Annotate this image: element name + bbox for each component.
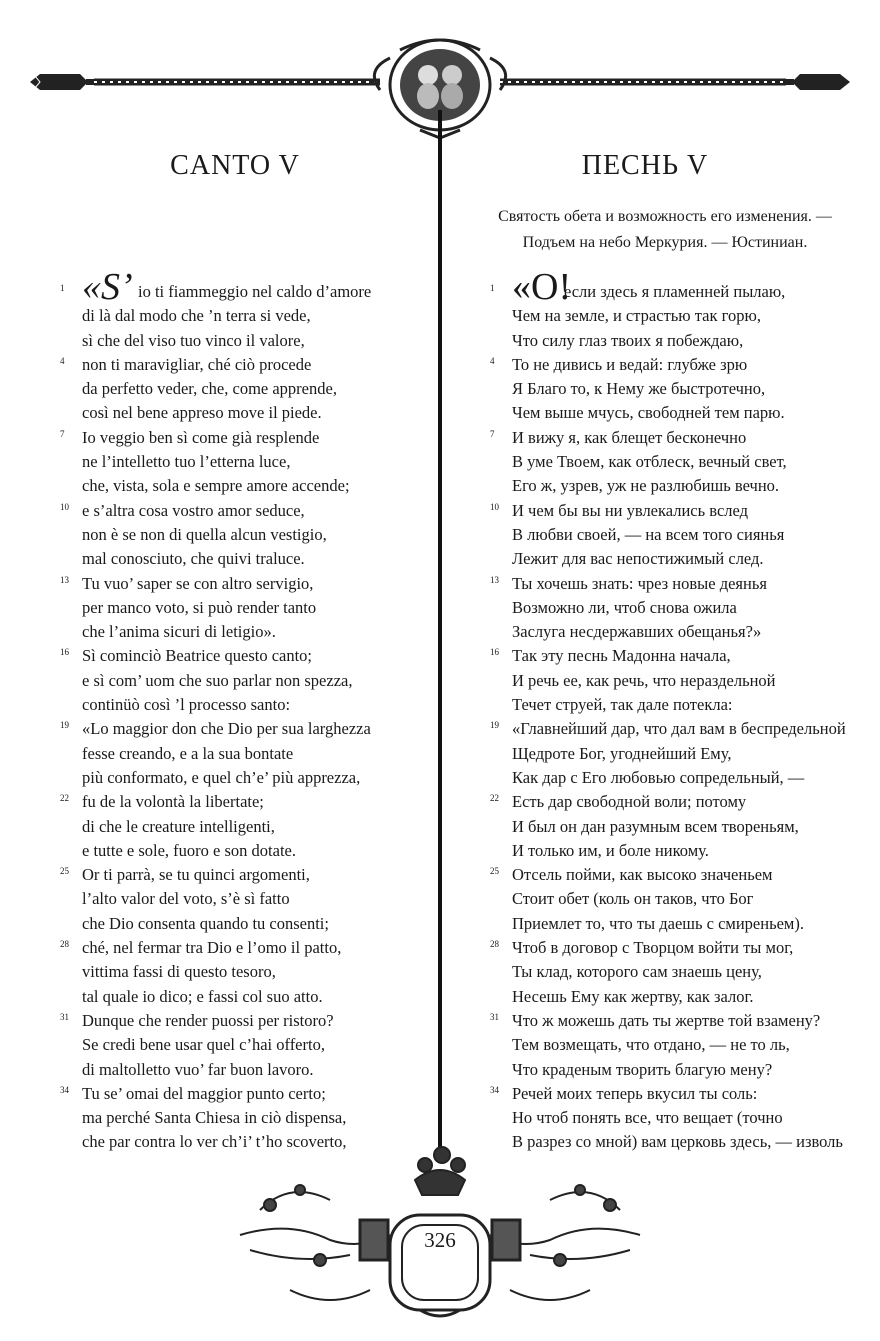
verse-text: da perfetto veder, che, come apprende, <box>82 379 337 399</box>
verse-line <box>470 596 875 620</box>
verse-number: 22 <box>60 793 69 804</box>
verse-text: io ti fiammeggio nel caldo d’amore <box>138 282 372 301</box>
verse-text: così nel bene appreso move il piede. <box>82 403 322 423</box>
verse-line <box>470 985 875 1009</box>
center-divider <box>438 110 442 1155</box>
verse-line <box>470 936 875 960</box>
verse-line <box>470 547 875 571</box>
verse-text: di che le creature intelligenti, <box>82 816 275 836</box>
verse-text: non è se non di quella alcun vestigio, <box>82 524 327 544</box>
verse-text: mal conosciuto, che quivi traluce. <box>82 549 305 569</box>
verse-text: e tutte e sole, fuoro e son dotate. <box>82 840 296 860</box>
verse-line <box>470 669 875 693</box>
verse-line <box>470 426 875 450</box>
verse-number: 22 <box>490 793 499 804</box>
verse-line <box>40 523 400 547</box>
verse-text: vittima fassi di questo tesoro, <box>82 962 276 982</box>
verse-line <box>40 644 400 668</box>
verse-line <box>470 401 875 425</box>
argument-line-2: Подъем на небо Меркурия. — Юстиниан. <box>522 234 808 251</box>
flower-urn-icon <box>415 1147 465 1195</box>
verse-number: 4 <box>60 355 65 366</box>
verse-text: Чтоб в договор с Творцом войти ты мог, <box>512 938 794 958</box>
verse-text: И был он дан разумным всем твореньям, <box>512 816 799 836</box>
drop-initial: «О! <box>512 266 572 308</box>
verse-text: sì che del viso tuo vinco il valore, <box>82 330 305 350</box>
verse-line <box>40 863 400 887</box>
verse-line <box>470 329 875 353</box>
verse-number: 16 <box>490 647 499 658</box>
verse-text: «Lo maggior don che Dio per sua larghezza <box>82 719 371 739</box>
verse-line <box>40 985 400 1009</box>
verse-line <box>470 377 875 401</box>
verse-text: Лежит для вас непостижимый след. <box>512 549 764 569</box>
verse-line <box>40 572 400 596</box>
verse-text: Возможно ли, чтоб снова ожила <box>512 597 737 617</box>
verse-text: Tu vuo’ saper se con altro servigio, <box>82 573 314 593</box>
verse-line <box>40 717 400 741</box>
verse-line <box>40 1082 400 1106</box>
verse-line <box>40 620 400 644</box>
verse-text: И только им, и боле никому. <box>512 840 709 860</box>
verse-line <box>40 1033 400 1057</box>
verse-number: 31 <box>490 1011 499 1022</box>
verse-text: Ты хочешь знать: чрез новые деянья <box>512 573 767 593</box>
verse-line <box>40 377 400 401</box>
canto-title-italian: CANTO V <box>170 150 300 181</box>
verse-text: ché, nel fermar tra Dio e l’omo il patto, <box>82 938 342 958</box>
verse-line <box>40 596 400 620</box>
verse-line <box>40 401 400 425</box>
verse-line <box>40 547 400 571</box>
verse-text: Io veggio ben sì come già resplende <box>82 427 320 447</box>
verse-line <box>40 693 400 717</box>
verse-line <box>470 815 875 839</box>
verse-text: И речь ее, как речь, что нераздельной <box>512 670 776 690</box>
verse-line <box>470 912 875 936</box>
verse-line <box>470 693 875 717</box>
verse-text: Отсель пойми, как высоко значеньем <box>512 865 773 885</box>
verse-number: 16 <box>60 647 69 658</box>
verse-line <box>470 742 875 766</box>
verse-number: 13 <box>490 574 499 585</box>
verse-text: В уме Твоем, как отблеск, вечный свет, <box>512 452 787 472</box>
verse-text: Есть дар свободной воли; потому <box>512 792 747 812</box>
verse-text: Что краденым творить благую мену? <box>512 1059 773 1079</box>
verse-text: Как дар с Его любовью сопредельный, — <box>512 767 805 787</box>
verse-line <box>40 1058 400 1082</box>
verse-line <box>40 353 400 377</box>
verse-text: tal quale io dico; e fassi col suo atto. <box>82 986 323 1006</box>
verse-text: di là dal modo che ’n terra si vede, <box>82 306 311 326</box>
verse-line <box>40 960 400 984</box>
verse-text: Sì cominciò Beatrice questo canto; <box>82 646 313 666</box>
verse-line <box>40 766 400 790</box>
verse-text: В любви своей, — на всем того сиянья <box>512 524 785 544</box>
verse-text: Я Благо то, к Нему же быстротечно, <box>512 379 766 399</box>
verse-line <box>40 1106 400 1130</box>
verse-line <box>470 766 875 790</box>
verse-line <box>470 304 875 328</box>
verse-text: Что ж можешь дать ты жертве той взамену? <box>512 1010 821 1030</box>
page-number: 326 <box>424 1228 456 1252</box>
verse-text: non ti maravigliar, ché ciò procede <box>82 354 312 374</box>
drop-initial: «S’ <box>82 266 133 308</box>
verse-line <box>40 912 400 936</box>
verse-line <box>40 669 400 693</box>
verse-text: Течет струей, так дале потекла: <box>512 695 733 715</box>
verse-line <box>470 1009 875 1033</box>
verse-number: 7 <box>60 428 65 439</box>
verse-text: più conformato, e quel ch’e’ più apprezza, <box>82 767 361 787</box>
italian-column <box>40 266 400 1155</box>
verse-line <box>470 1033 875 1057</box>
verse-number: 28 <box>60 939 69 950</box>
verse-number: 19 <box>60 720 69 731</box>
verse-line <box>40 304 400 328</box>
verse-line <box>40 815 400 839</box>
verse-line <box>40 839 400 863</box>
verse-line <box>40 790 400 814</box>
verse-line <box>470 839 875 863</box>
verse-text: Заслуга несдержавших обещанья?» <box>512 622 762 642</box>
verse-text: И чем бы вы ни увлекались вслед <box>512 500 749 520</box>
russian-column <box>470 266 875 1155</box>
verse-text: l’alto valor del voto, s’è sì fatto <box>82 889 290 909</box>
verse-number: 13 <box>60 574 69 585</box>
verse-text: Se credi bene usar quel c’hai offerto, <box>82 1035 325 1055</box>
verse-line <box>470 717 875 741</box>
verse-number: 19 <box>490 720 499 731</box>
verse-line <box>40 474 400 498</box>
verse-text: Несешь Ему как жертву, как залог. <box>512 986 754 1006</box>
verse-text: fesse creando, e a la sua bontate <box>82 743 294 763</box>
verse-number: 28 <box>490 939 499 950</box>
verse-number: 10 <box>490 501 499 512</box>
verse-text: che par contra lo ver ch’i’ t’ho scoverto, <box>82 1132 347 1152</box>
verse-number: 1 <box>60 283 65 293</box>
verse-line <box>470 790 875 814</box>
verse-text: Что силу глаз твоих я побеждаю, <box>512 330 744 350</box>
verse-text: Но чтоб понять все, что вещает (точно <box>512 1108 783 1128</box>
left-finial-icon <box>30 74 94 90</box>
verse-line <box>40 936 400 960</box>
verse-text: Так эту песнь Мадонна начала, <box>512 646 731 666</box>
verse-text: И вижу я, как блещет бесконечно <box>512 427 747 447</box>
canto-title-russian: ПЕСНЬ V <box>581 150 709 181</box>
verse-text: Стоит обет (коль он таков, что Бог <box>512 889 754 909</box>
verse-line <box>470 863 875 887</box>
verse-number: 7 <box>490 428 495 439</box>
verse-text: Тем возмещать, что отдано, — не то ль, <box>512 1035 790 1055</box>
verse-line <box>470 1106 875 1130</box>
verse-text: che Dio consenta quando tu consenti; <box>82 913 329 933</box>
verse-line <box>40 450 400 474</box>
argument-line-1: Святость обета и возможность его изменения. — <box>498 208 832 225</box>
verse-number: 4 <box>490 355 495 366</box>
verse-line <box>470 1058 875 1082</box>
verse-text: если здесь я пламенней пылаю, <box>564 282 786 301</box>
verse-number: 10 <box>60 501 69 512</box>
verse-number: 31 <box>60 1011 69 1022</box>
verse-number: 25 <box>490 866 499 877</box>
verse-text: Щедроте Бог, угоднейший Ему, <box>512 743 732 763</box>
right-finial-icon <box>786 74 850 90</box>
verse-text: di maltolletto vuo’ far buon lavoro. <box>82 1059 314 1079</box>
verse-line <box>470 644 875 668</box>
verse-text: ne l’intelletto tuo l’etterna luce, <box>82 452 291 472</box>
verse-text: che, vista, sola e sempre amore accende; <box>82 476 350 496</box>
verse-text: Приемлет то, что ты даешь с смиреньем). <box>512 913 804 933</box>
verse-text: В разрез со мной) вам церковь здесь, — изволь <box>512 1132 843 1152</box>
verse-text: Or ti parrà, se tu quinci argomenti, <box>82 865 310 885</box>
verse-text: e s’altra cosa vostro amor seduce, <box>82 500 305 520</box>
verse-line <box>470 353 875 377</box>
verse-line <box>470 523 875 547</box>
verse-text: fu de la volontà la libertate; <box>82 792 264 812</box>
verse-line <box>470 960 875 984</box>
verse-text: e sì com’ uom che suo parlar non spezza, <box>82 670 353 690</box>
verse-line <box>40 1009 400 1033</box>
verse-text: «Главнейший дар, что дал вам в беспредельной <box>512 719 846 739</box>
verse-line <box>40 329 400 353</box>
verse-line <box>470 572 875 596</box>
verse-line <box>470 1082 875 1106</box>
verse-line <box>470 887 875 911</box>
verse-line <box>470 620 875 644</box>
verse-number: 1 <box>490 283 495 293</box>
verse-text: per manco voto, si può render tanto <box>82 597 317 617</box>
verse-text: che l’anima sicuri di letigio». <box>82 622 276 642</box>
verse-text: Чем выше мчусь, свободней тем парю. <box>512 403 785 423</box>
verse-text: Ты клад, которого сам знаешь цену, <box>512 962 762 982</box>
verse-text: Речей моих теперь вкусил ты соль: <box>512 1083 758 1103</box>
verse-line <box>40 426 400 450</box>
verse-line <box>40 266 400 308</box>
verse-text: ma perché Santa Chiesa in ciò dispensa, <box>82 1108 347 1128</box>
verse-number: 34 <box>490 1084 499 1095</box>
verse-text: Его ж, узрев, уж не разлюбишь вечно. <box>512 476 780 496</box>
verse-text: Tu se’ omai del maggior punto certo; <box>82 1083 326 1103</box>
verse-line <box>470 266 875 308</box>
verse-line <box>40 499 400 523</box>
verse-line <box>470 450 875 474</box>
verse-line <box>40 887 400 911</box>
verse-text: Чем на земле, и страстью так горю, <box>512 306 761 326</box>
verse-line <box>470 499 875 523</box>
verse-number: 34 <box>60 1084 69 1095</box>
verse-line <box>470 474 875 498</box>
verse-text: То не дивись и ведай: глубже зрю <box>512 354 748 374</box>
verse-text: continüò così ’l processo santo: <box>82 695 291 715</box>
verse-line <box>40 742 400 766</box>
verse-text: Dunque che render puossi per ristoro? <box>82 1010 334 1030</box>
verse-number: 25 <box>60 866 69 877</box>
